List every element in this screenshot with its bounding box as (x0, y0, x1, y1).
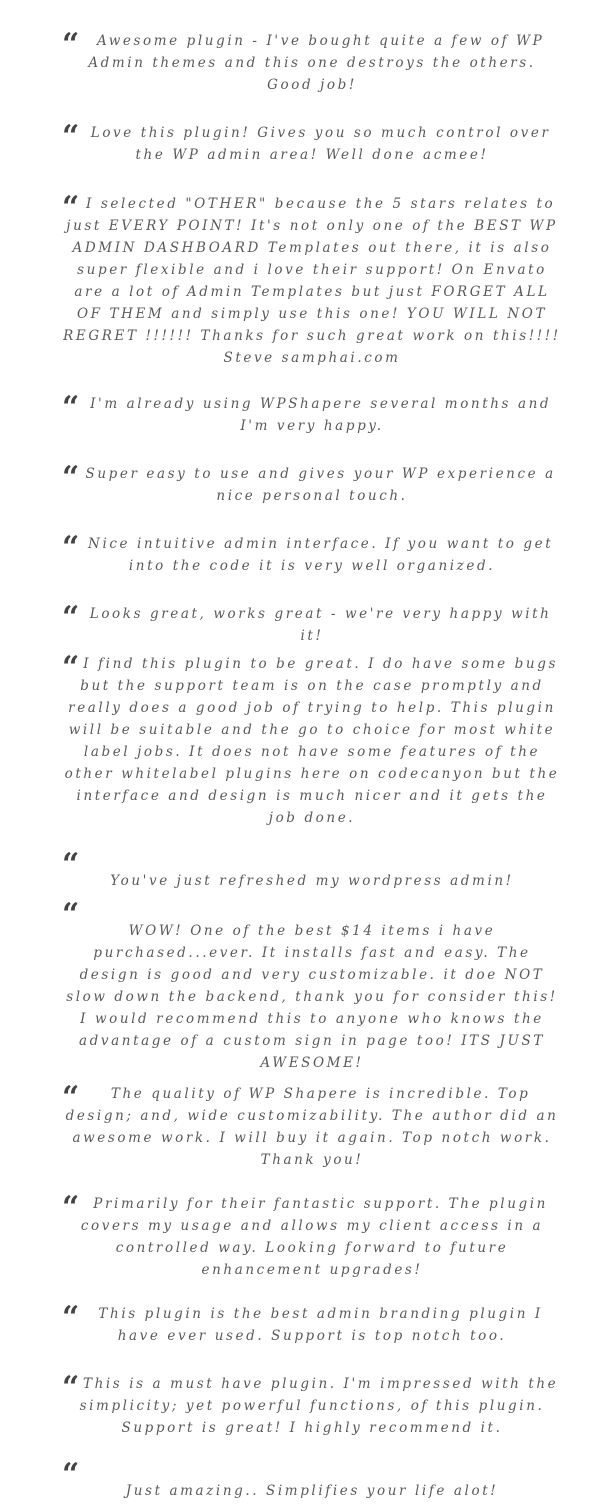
quote-icon: “ (62, 460, 78, 495)
testimonial-item (62, 460, 562, 507)
quote-icon: “ (62, 847, 78, 882)
quote-icon: “ (62, 1080, 78, 1115)
quote-icon: “ (62, 650, 78, 685)
quote-icon: “ (62, 1457, 78, 1492)
testimonial-text: I selected "OTHER" because the 5 stars relates to just EVERY POINT! It's not only one of the BEST WP ADMIN DASHBOARD Templates out there, it is also super flexible and i love their support! On Envato are a lot of Admin Templates but just FORGET ALL OF THEM and simply use this one! YOU WILL NOT REGRET !!!!!! Thanks for such great work on this!!!! Steve samphai.com (63, 196, 561, 366)
quote-icon: “ (62, 530, 78, 565)
testimonial-text: Nice intuitive admin interface. If you want to get into the code it is very well organized. (88, 536, 554, 574)
quote-icon: “ (62, 119, 78, 154)
testimonial-text: This plugin is the best admin branding plugin I have ever used. Support is top notch too. (98, 1306, 543, 1344)
quote-icon: “ (62, 1370, 78, 1405)
testimonial-item (62, 1457, 562, 1502)
testimonial-text: The quality of WP Shapere is incredible. Top design; and, wide customizability. The author did an awesome work. I will buy it again. Top notch work. Thank you! (65, 1086, 559, 1168)
testimonial-text: Just amazing.. Simplifies your life alot! (125, 1483, 499, 1499)
testimonial-text: This is a must have plugin. I'm impressed with the simplicity; yet powerful functions, of this plugin. Support is great! I highly recommend it. (79, 1376, 559, 1436)
testimonial-item (62, 847, 562, 892)
testimonial-item (62, 530, 562, 577)
testimonial-item (62, 27, 562, 96)
testimonial-text: WOW! One of the best $14 items i have purchased...ever. It installs fast and easy. The design is good and very customizable. it doe NOT slow down the backend, thank you for consider this! I would recommend this to anyone who knows the advantage of a custom sign in page too! ITS JUST AWESOME! (66, 923, 558, 1071)
quote-icon: “ (62, 1190, 78, 1225)
testimonial-item (62, 119, 562, 166)
testimonial-item (62, 1300, 562, 1347)
testimonial-item (62, 1190, 562, 1281)
testimonial-item (62, 897, 562, 1074)
quote-icon: “ (62, 897, 78, 932)
testimonial-text: Primarily for their fantastic support. The plugin covers my usage and allows my client access in a controlled way. Looking forward to future enhancement upgrades! (80, 1196, 548, 1278)
testimonial-text: Awesome plugin - I've bought quite a few of WP Admin themes and this one destroys the others. Good job! (88, 33, 545, 93)
quote-icon: “ (62, 1300, 78, 1335)
testimonial-text: Looks great, works great - we're very happy with it! (89, 606, 552, 644)
testimonial-text: Love this plugin! Gives you so much control over the WP admin area! Well done acmee! (90, 125, 551, 163)
testimonial-item (62, 190, 562, 369)
quote-icon: “ (62, 27, 78, 62)
testimonial-text: I'm already using WPShapere several months and I'm very happy. (90, 396, 552, 434)
quote-icon: “ (62, 600, 78, 635)
testimonial-item (62, 1080, 562, 1171)
testimonial-item (62, 650, 562, 829)
quote-icon: “ (62, 390, 78, 425)
testimonial-item (62, 1370, 562, 1439)
testimonial-item (62, 390, 562, 437)
quote-icon: “ (62, 190, 78, 225)
testimonial-item (62, 600, 562, 647)
testimonial-text: I find this plugin to be great. I do have some bugs but the support team is on the case promptly and really does a good job of trying to help. This plugin will be suitable and the go to choice for most white label jobs. It does not have some features of the other whitelabel plugins here on codecanyon but the interface and design is much nicer and it gets the job done. (64, 656, 560, 826)
testimonial-text: You've just refreshed my wordpress admin! (110, 873, 514, 889)
testimonial-text: Super easy to use and gives your WP experience a nice personal touch. (85, 466, 556, 504)
